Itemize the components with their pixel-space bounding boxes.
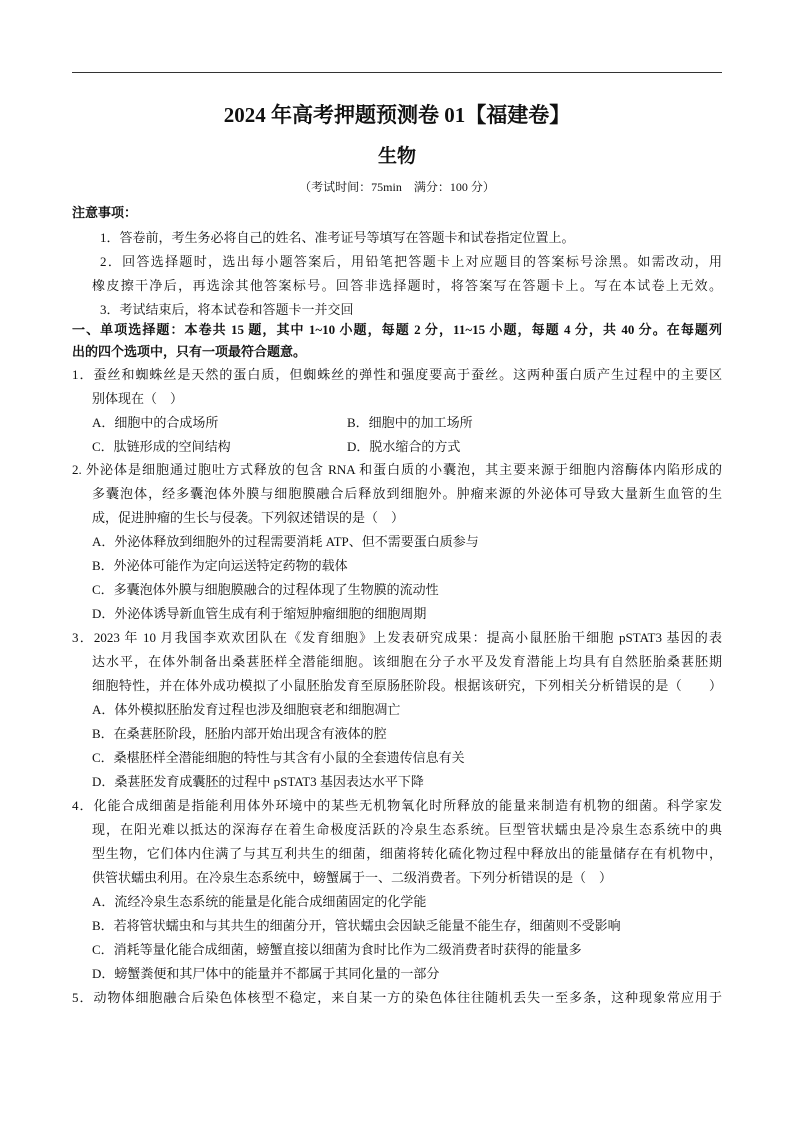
question-2-option-b: B．外泌体可能作为定向运送特定药物的载体: [92, 558, 348, 573]
question-2-stem-line: 2. 外泌体是细胞通过胞吐方式释放的包含 RNA 和蛋白质的小囊泡，其主要来源于细胞内溶酶体内陷形成的: [72, 462, 722, 477]
question-3-stem-line: 细胞特性，并在体外成功模拟了小鼠胚胎发育至原肠胚阶段。根据该研究，下列相关分析错误的是（ ）: [92, 678, 722, 693]
question-1-stem-line: 1．蚕丝和蜘蛛丝是天然的蛋白质，但蜘蛛丝的弹性和强度要高于蚕丝。这两种蛋白质产生过程中的主要区: [72, 367, 722, 382]
question-3-stem-line: 3．2023 年 10 月我国李欢欢团队在《发育细胞》上发表研究成果：提高小鼠胚胎干细胞 pSTAT3 基因的表: [72, 630, 722, 645]
question-4-stem-line: 现，在阳光难以抵达的深海存在着生命极度活跃的冷泉生态系统。巨型管状蠕虫是冷泉生态系统中的典: [92, 822, 722, 837]
question-4-option-a: A．流经冷泉生态系统的能量是化能合成细菌固定的化学能: [92, 894, 427, 909]
section-heading-line: 出的四个选项中，只有一项最符合题意。: [72, 344, 307, 359]
question-2-option-c: C．多囊泡体外膜与细胞膜融合的过程体现了生物膜的流动性: [92, 582, 439, 597]
question-3-option-a: A．体外模拟胚胎发育过程也涉及细胞衰老和细胞凋亡: [92, 702, 401, 717]
instruction-line: 1．答卷前，考生务必将自己的姓名、准考证号等填写在答题卡和试卷指定位置上。: [100, 230, 575, 245]
question-1-option-b: B．细胞中的加工场所: [347, 415, 473, 430]
exam-title: 2024 年高考押题预测卷 01【福建卷】: [223, 103, 571, 127]
question-4-stem-line: 4．化能合成细菌是指能利用体外环境中的某些无机物氧化时所释放的能量来制造有机物的细菌。科学家发: [72, 798, 722, 813]
question-4-option-c: C．消耗等量化能合成细菌，螃蟹直接以细菌为食时比作为二级消费者时获得的能量多: [92, 942, 582, 957]
question-1-option-c: C．肽链形成的空间结构: [92, 439, 231, 454]
question-5-stem-line: 5．动物体细胞融合后染色体核型不稳定，来自某一方的染色体往往随机丢失一至多条，这种现象常应用于: [72, 990, 722, 1005]
question-4-stem-line: 型生物，它们体内住满了与其互利共生的细菌，细菌将转化硫化物过程中释放出的能量储存在有机物中，: [92, 846, 722, 861]
header-rule: [72, 72, 722, 73]
instruction-line: 橡皮擦干净后，再选涂其他答案标号。回答非选择题时，将答案写在答题卡上。写在本试卷上无效。: [92, 278, 722, 293]
section-heading-line: 一、单项选择题：本卷共 15 题，其中 1~10 小题，每题 2 分，11~15 小题，每题 4 分，共 40 分。在每题列: [72, 322, 722, 337]
instruction-line: 2．回答选择题时，选出每小题答案后，用铅笔把答题卡上对应题目的答案标号涂黑。如需改动，用: [100, 254, 722, 269]
question-3-option-d: D．桑葚胚发育成囊胚的过程中 pSTAT3 基因表达水平下降: [92, 774, 424, 789]
question-4-stem-line: 供管状蠕虫利用。在冷泉生态系统中，螃蟹属于一、二级消费者。下列分析错误的是（ ）: [92, 870, 613, 885]
question-4-option-d: D．螃蟹粪便和其尸体中的能量并不都属于其同化量的一部分: [92, 966, 440, 981]
question-1-option-d: D．脱水缩合的方式: [347, 439, 461, 454]
question-1-option-a: A．细胞中的合成场所: [92, 415, 219, 430]
question-4-option-b: B．若将管状蠕虫和与其共生的细菌分开，管状蠕虫会因缺乏能量不能生存，细菌则不受影响: [92, 918, 621, 933]
instruction-line: 3．考试结束后，将本试卷和答题卡一并交回: [100, 302, 354, 317]
question-3-option-c: C．桑椹胚样全潜能细胞的特性与其含有小鼠的全套遗传信息有关: [92, 750, 465, 765]
subject-title: 生物: [377, 146, 416, 167]
question-1-stem-line: 别体现在（ ）: [92, 391, 184, 406]
question-3-option-b: B．在桑葚胚阶段，胚胎内部开始出现含有液体的腔: [92, 726, 387, 741]
question-2-option-a: A．外泌体释放到细胞外的过程需要消耗 ATP、但不需要蛋白质参与: [92, 534, 479, 549]
instructions-heading: 注意事项：: [72, 205, 138, 220]
question-2-stem-line: 成，促进肿瘤的生长与侵袭。下列叙述错误的是（ ）: [92, 510, 405, 525]
question-3-stem-line: 达水平，在体外制备出桑葚胚样全潜能细胞。该细胞在分子水平及发育潜能上均具有自然胚胎桑葚胚期: [92, 654, 722, 669]
question-2-stem-line: 多囊泡体，经多囊泡体外膜与细胞膜融合后释放到细胞外。肿瘤来源的外泌体可导致大量新生血管的生: [92, 486, 722, 501]
exam-info: （考试时间：75min 满分：100 分）: [299, 180, 495, 194]
question-2-option-d: D．外泌体诱导新血管生成有利于缩短肿瘤细胞的细胞周期: [92, 606, 427, 621]
